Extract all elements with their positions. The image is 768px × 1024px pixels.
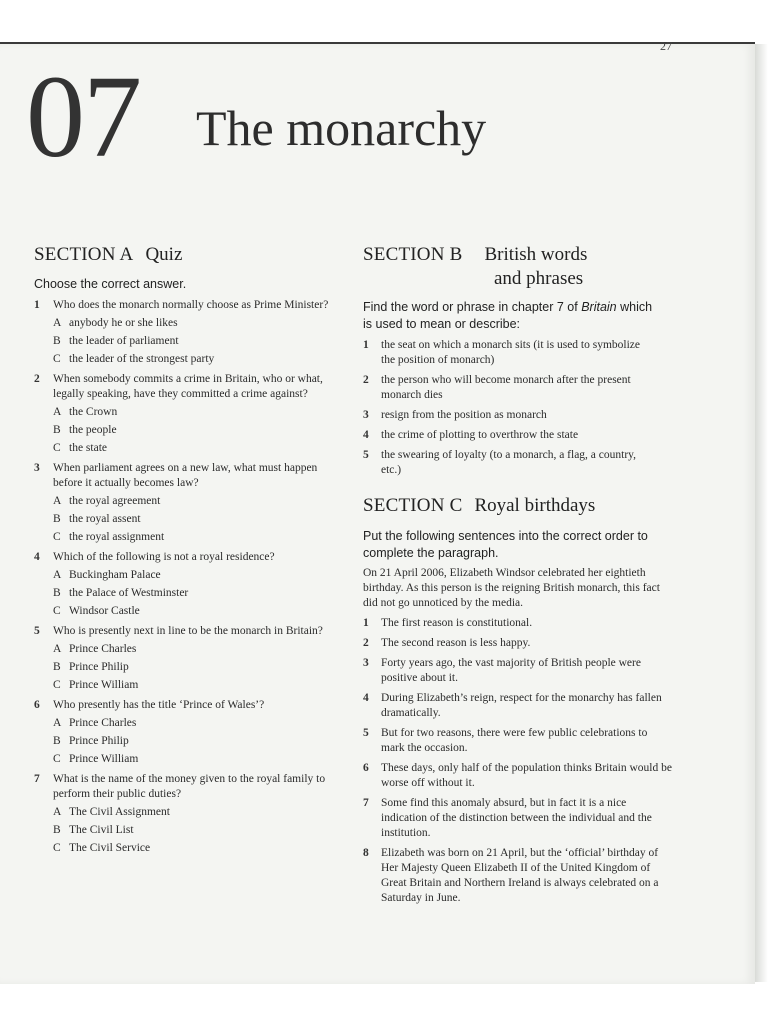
item-text: the person who will become monarch after the present monarch dies bbox=[381, 374, 631, 401]
page-number: 27 bbox=[660, 39, 672, 53]
section-b-heading bbox=[363, 243, 673, 267]
question-number: 1 bbox=[34, 299, 40, 311]
option-text: Prince William bbox=[69, 679, 139, 691]
option-letter: A bbox=[53, 406, 62, 418]
section-b-label: SECTION B bbox=[363, 244, 463, 265]
item-number: 4 bbox=[363, 692, 369, 704]
item-number: 3 bbox=[363, 409, 369, 421]
item-text: Forty years ago, the vast majority of British people were positive about it. bbox=[381, 657, 641, 684]
question-text: What is the name of the money given to the royal family to perform their public duties? bbox=[53, 773, 326, 800]
question-number: 2 bbox=[34, 373, 40, 385]
answer-option bbox=[34, 530, 334, 545]
answer-option bbox=[34, 678, 334, 693]
option-letter: B bbox=[53, 335, 61, 347]
question-number: 3 bbox=[34, 462, 40, 474]
option-text: Buckingham Palace bbox=[69, 569, 161, 581]
section-a-heading bbox=[34, 243, 334, 267]
question-number: 4 bbox=[34, 551, 40, 563]
option-text: The Civil Service bbox=[69, 842, 151, 854]
option-text: the state bbox=[69, 442, 107, 454]
answer-option bbox=[34, 752, 334, 767]
list-item bbox=[363, 448, 653, 478]
option-letter: A bbox=[53, 495, 62, 507]
option-letter: A bbox=[53, 717, 62, 729]
option-text: the leader of parliament bbox=[69, 335, 179, 347]
section-a-instruction: Choose the correct answer. bbox=[34, 277, 187, 291]
option-letter: A bbox=[53, 806, 62, 818]
right-column bbox=[363, 243, 673, 906]
option-letter: C bbox=[53, 679, 61, 691]
list-item bbox=[363, 408, 653, 423]
option-letter: A bbox=[53, 643, 62, 655]
option-letter: C bbox=[53, 353, 61, 365]
question-row bbox=[34, 550, 334, 565]
answer-option bbox=[34, 604, 334, 619]
option-text: the leader of the strongest party bbox=[69, 353, 215, 365]
list-item bbox=[363, 796, 673, 841]
answer-option bbox=[34, 405, 334, 420]
quiz-questions bbox=[34, 298, 334, 856]
option-letter: B bbox=[53, 735, 61, 747]
book-title: Britain bbox=[581, 300, 617, 314]
option-text: the Palace of Westminster bbox=[69, 587, 189, 599]
option-text: anybody he or she likes bbox=[69, 317, 178, 329]
item-number: 6 bbox=[363, 762, 369, 774]
item-text: The first reason is constitutional. bbox=[381, 617, 533, 629]
section-b-title-line2: and phrases bbox=[494, 268, 584, 289]
list-item bbox=[363, 846, 673, 906]
item-text: the seat on which a monarch sits (it is used to symbolize the position of monarch) bbox=[381, 339, 641, 366]
item-text: The second reason is less happy. bbox=[381, 637, 531, 649]
answer-option bbox=[34, 334, 334, 349]
item-number: 5 bbox=[363, 727, 369, 739]
question-number: 6 bbox=[34, 699, 40, 711]
list-item bbox=[363, 428, 653, 443]
option-letter: B bbox=[53, 424, 61, 436]
item-text: the swearing of loyalty (to a monarch, a flag, a country, etc.) bbox=[381, 449, 637, 476]
option-letter: C bbox=[53, 842, 61, 854]
question-number: 5 bbox=[34, 625, 40, 637]
question-row bbox=[34, 298, 334, 313]
item-number: 2 bbox=[363, 374, 369, 386]
section-c-title: Royal birthdays bbox=[474, 495, 596, 516]
quiz-question bbox=[34, 372, 334, 456]
option-text: Prince William bbox=[69, 753, 139, 765]
list-item bbox=[363, 726, 673, 756]
option-letter: A bbox=[53, 317, 62, 329]
answer-option bbox=[34, 586, 334, 601]
section-c-items bbox=[363, 616, 673, 906]
option-text: the royal assent bbox=[69, 513, 141, 525]
list-item bbox=[363, 761, 673, 791]
question-text: Who presently has the title ‘Prince of Wales’? bbox=[53, 699, 265, 711]
item-text: These days, only half of the population thinks Britain would be worse off without it. bbox=[381, 762, 672, 789]
answer-option bbox=[34, 734, 334, 749]
option-text: The Civil List bbox=[69, 824, 134, 836]
answer-option bbox=[34, 642, 334, 657]
option-text: Prince Charles bbox=[69, 643, 137, 655]
question-text: When somebody commits a crime in Britain, who or what, legally speaking, have they committed a crime against? bbox=[53, 373, 323, 400]
option-text: the Crown bbox=[69, 406, 118, 418]
section-b-instruction bbox=[363, 299, 663, 333]
option-text: Prince Charles bbox=[69, 717, 137, 729]
section-a-label: SECTION A bbox=[34, 244, 134, 265]
section-a bbox=[34, 243, 334, 856]
quiz-question bbox=[34, 461, 334, 545]
question-row bbox=[34, 372, 334, 402]
option-letter: C bbox=[53, 531, 61, 543]
page-edge bbox=[755, 44, 768, 982]
question-row bbox=[34, 461, 334, 491]
section-a-title: Quiz bbox=[145, 244, 183, 265]
item-number: 1 bbox=[363, 617, 369, 629]
answer-option bbox=[34, 494, 334, 509]
answer-option bbox=[34, 716, 334, 731]
question-text: Who is presently next in line to be the monarch in Britain? bbox=[53, 625, 323, 637]
item-text: During Elizabeth’s reign, respect for the monarchy has fallen dramatically. bbox=[381, 692, 662, 719]
instruction-pre: Find the word or phrase in chapter 7 of bbox=[363, 300, 582, 314]
answer-option bbox=[34, 841, 334, 856]
section-c-heading bbox=[363, 494, 673, 518]
item-text: the crime of plotting to overthrow the state bbox=[381, 429, 579, 441]
quiz-question bbox=[34, 550, 334, 619]
option-text: Prince Philip bbox=[69, 661, 129, 673]
answer-option bbox=[34, 316, 334, 331]
item-number: 5 bbox=[363, 449, 369, 461]
quiz-question bbox=[34, 772, 334, 856]
item-number: 2 bbox=[363, 637, 369, 649]
option-text: the royal agreement bbox=[69, 495, 161, 507]
question-text: Who does the monarch normally choose as Prime Minister? bbox=[53, 299, 329, 311]
section-c-instruction: Put the following sentences into the correct order to complete the paragraph. bbox=[363, 529, 648, 560]
list-item bbox=[363, 616, 673, 631]
list-item bbox=[363, 373, 653, 403]
option-text: the royal assignment bbox=[69, 531, 165, 543]
item-number: 4 bbox=[363, 429, 369, 441]
option-text: The Civil Assignment bbox=[69, 806, 170, 818]
item-text: resign from the position as monarch bbox=[381, 409, 547, 421]
answer-option bbox=[34, 568, 334, 583]
chapter-title: The monarchy bbox=[196, 100, 487, 156]
item-text: Elizabeth was born on 21 April, but the ‘official’ birthday of Her Majesty Queen Elizabeth II of the United Kingdom of Great Britain and Northern Ireland is always celebrated on a Saturday in June. bbox=[381, 847, 659, 904]
question-text: When parliament agrees on a new law, what must happen before it actually becomes law? bbox=[53, 462, 318, 489]
list-item bbox=[363, 636, 673, 651]
section-b-title-line1: British words bbox=[484, 244, 588, 265]
option-letter: C bbox=[53, 605, 61, 617]
answer-option bbox=[34, 352, 334, 367]
answer-option bbox=[34, 441, 334, 456]
question-number: 7 bbox=[34, 773, 40, 785]
option-letter: B bbox=[53, 824, 61, 836]
question-row bbox=[34, 624, 334, 639]
option-letter: B bbox=[53, 513, 61, 525]
item-number: 3 bbox=[363, 657, 369, 669]
option-letter: A bbox=[53, 569, 62, 581]
item-text: Some find this anomaly absurd, but in fact it is a nice indication of the distinction between the individual and the institution. bbox=[381, 797, 652, 839]
section-b-items bbox=[363, 338, 673, 478]
section-c-label: SECTION C bbox=[363, 495, 463, 516]
option-text: Prince Philip bbox=[69, 735, 129, 747]
answer-option bbox=[34, 805, 334, 820]
option-letter: B bbox=[53, 661, 61, 673]
answer-option bbox=[34, 660, 334, 675]
answer-option bbox=[34, 512, 334, 527]
list-item bbox=[363, 656, 673, 686]
question-text: Which of the following is not a royal residence? bbox=[53, 551, 275, 563]
option-letter: C bbox=[53, 753, 61, 765]
instruction-post: which is used to mean or describe: bbox=[363, 300, 653, 331]
answer-option bbox=[34, 423, 334, 438]
item-number: 8 bbox=[363, 847, 369, 859]
quiz-question bbox=[34, 698, 334, 767]
section-c-intro: On 21 April 2006, Elizabeth Windsor celebrated her eightieth birthday. As this person is the reigning British monarch, this fact did not go unnoticed by the media. bbox=[363, 567, 660, 609]
answer-option bbox=[34, 823, 334, 838]
item-number: 7 bbox=[363, 797, 369, 809]
item-text: But for two reasons, there were few public celebrations to mark the occasion. bbox=[381, 727, 648, 754]
quiz-question bbox=[34, 624, 334, 693]
chapter-number: 07 bbox=[26, 51, 140, 182]
option-text: the people bbox=[69, 424, 117, 436]
item-number: 1 bbox=[363, 339, 369, 351]
question-row bbox=[34, 698, 334, 713]
question-row bbox=[34, 772, 334, 802]
option-letter: B bbox=[53, 587, 61, 599]
quiz-question bbox=[34, 298, 334, 367]
option-letter: C bbox=[53, 442, 61, 454]
list-item bbox=[363, 691, 673, 721]
option-text: Windsor Castle bbox=[69, 605, 140, 617]
list-item bbox=[363, 338, 653, 368]
